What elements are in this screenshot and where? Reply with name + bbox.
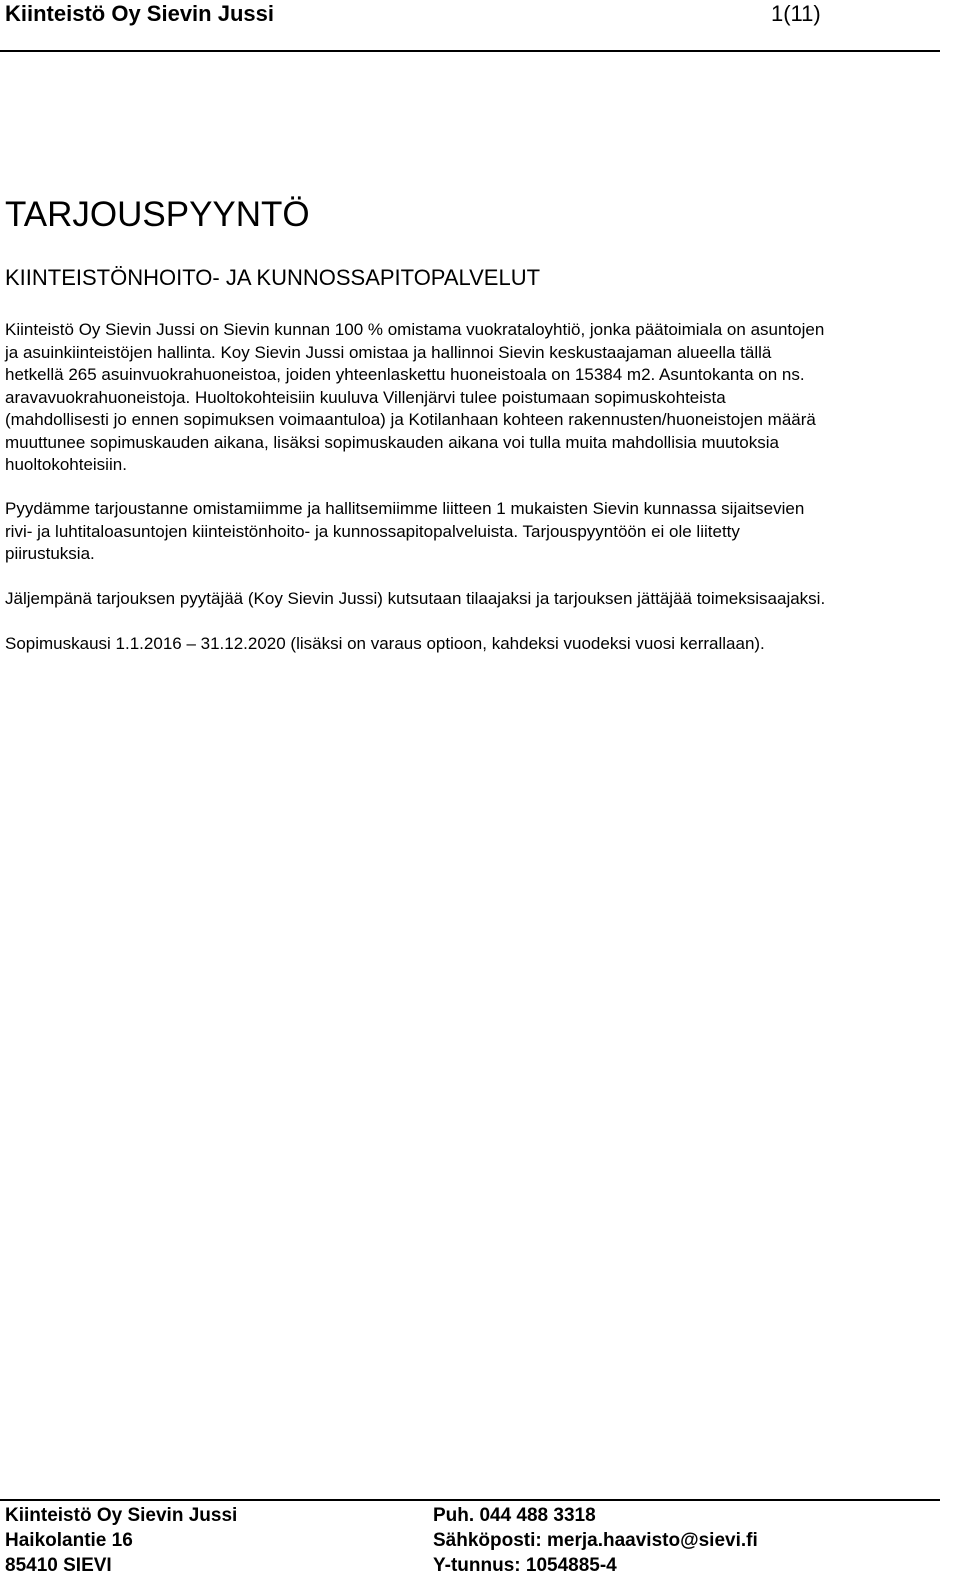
document-title: TARJOUSPYYNTÖ <box>5 195 310 234</box>
footer-street: Haikolantie 16 <box>5 1530 133 1551</box>
page-number: 1(11) <box>771 1 821 26</box>
paragraph-request <box>5 498 957 566</box>
text-line: hetkellä 265 asuinvuokrahuoneistoa, joiden yhteenlaskettu huoneistoala on 15384 m2. Asuntokanta on ns. <box>5 365 805 384</box>
text-line: ja asuinkiinteistöjen hallinta. Koy Sievin Jussi omistaa ja hallinnoi Sievin keskustaajaman alueella tällä <box>5 342 772 362</box>
header-company-name: Kiinteistö Oy Sievin Jussi <box>5 1 274 26</box>
text-line: Pyydämme tarjoustanne omistamiimme ja hallitsemiimme liitteen 1 mukaisten Sievin kunnassa sijaitsevien <box>5 499 805 518</box>
paragraph-contract-period <box>5 633 957 656</box>
text-line: Jäljempänä tarjouksen pyytäjää (Koy Sievin Jussi) kutsutaan tilaajaksi ja tarjouksen jättäjää toimeksisaajaksi. <box>5 589 826 608</box>
paragraph-parties <box>5 588 957 611</box>
text-line: aravavuokrahuoneistoja. Huoltokohteisiin kuuluva Villenjärvi tulee poistumaan sopimuskohteista <box>5 387 726 407</box>
paragraph-company-intro <box>5 319 957 477</box>
text-line: huoltokohteisiin. <box>5 455 127 474</box>
header-divider <box>0 50 940 52</box>
footer-email: Sähköposti: merja.haavisto@sievi.fi <box>433 1530 758 1551</box>
footer-company-name: Kiinteistö Oy Sievin Jussi <box>5 1505 238 1526</box>
footer-address-block <box>5 1503 237 1578</box>
text-line: rivi- ja luhtitaloasuntojen kiinteistönhoito- ja kunnossapitopalveluista. Tarjouspyyntöön ei ole liitetty <box>5 521 740 541</box>
text-line: Kiinteistö Oy Sievin Jussi on Sievin kunnan 100 % omistama vuokrataloyhtiö, jonka päätoimiala on asuntojen <box>5 320 825 339</box>
footer-phone: Puh. 044 488 3318 <box>433 1505 596 1526</box>
text-line: muuttunee sopimuskauden aikana, lisäksi sopimuskauden aikana voi tulla muita mahdollisia muutoksia <box>5 432 779 452</box>
footer-contact-block <box>433 1503 758 1578</box>
text-line: piirustuksia. <box>5 544 95 563</box>
text-line: (mahdollisesti jo ennen sopimuksen voimaantuloa) ja Kotilanhaan kohteen rakennusten/huoneistojen määrä <box>5 410 816 429</box>
footer-business-id: Y-tunnus: 1054885-4 <box>433 1555 617 1576</box>
footer-postal: 85410 SIEVI <box>5 1555 112 1576</box>
text-line: Sopimuskausi 1.1.2016 – 31.12.2020 (lisäksi on varaus optioon, kahdeksi vuodeksi vuosi kerrallaan). <box>5 634 765 653</box>
footer-divider <box>0 1499 940 1501</box>
document-subtitle: KIINTEISTÖNHOITO- JA KUNNOSSAPITOPALVELUT <box>5 265 541 290</box>
